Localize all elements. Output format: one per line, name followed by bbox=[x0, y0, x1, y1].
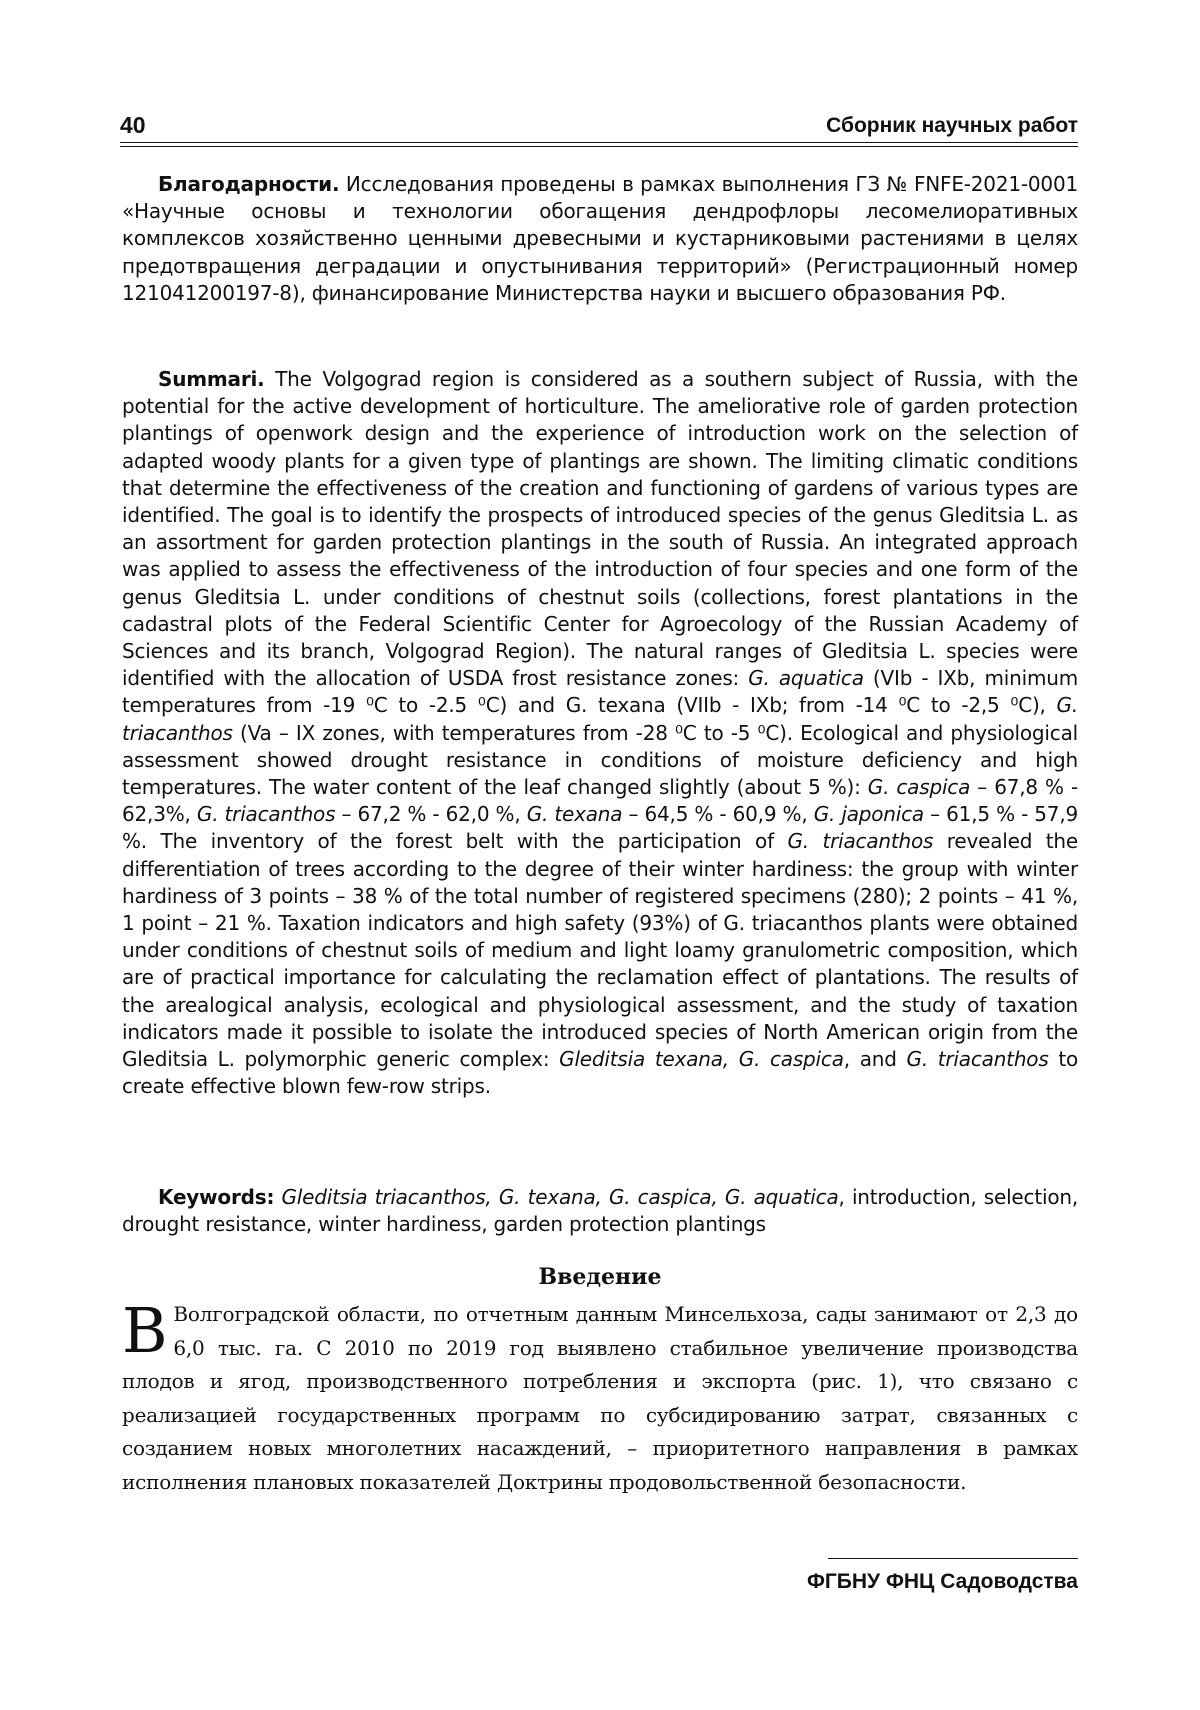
species-texana: G. texana bbox=[526, 802, 623, 827]
drop-cap: В bbox=[122, 1294, 168, 1367]
summary-text-6: – 64,5 % - 60,9 %, bbox=[622, 802, 814, 827]
species-caspica: G. caspica bbox=[867, 775, 971, 800]
summary-text-7: – 61,5 % - 57,9 %. The inventory of the forest belt with the participation of bbox=[122, 802, 1079, 854]
summary-text-4: – 67,8 % - 62,3%, bbox=[122, 775, 1078, 827]
introduction-heading: Введение bbox=[538, 1264, 662, 1290]
footer-publisher: ФГБНУ ФНЦ Садоводства bbox=[806, 1570, 1078, 1593]
species-triacanthos: G. triacanthos bbox=[787, 829, 934, 854]
header-rule-bottom bbox=[120, 146, 1078, 147]
species-japonica: G. japonica bbox=[813, 802, 924, 827]
summary-text-10: to create effective blown few-row strips. bbox=[122, 1047, 1079, 1099]
acknowledgments-label: Благодарности. bbox=[158, 172, 340, 196]
summary-text-9: , and bbox=[843, 1047, 907, 1072]
footer-rule bbox=[828, 1558, 1078, 1559]
species-triacanthos: G. triacanthos bbox=[196, 802, 336, 827]
summary-paragraph bbox=[122, 366, 1078, 1100]
summary-text-1: The Volgograd region is considered as a southern subject of Russia, with the potential for the active development of horticulture. The ameliorative role of garden protection plantings of openwork design and the experience of introduction work on the selection of adapted woody plants for a given type of plantings are shown. The limiting climatic conditions that determine the effectiveness of the creation and functioning of gardens of various types are identified. The goal is to identify the prospects of introduced species of the genus Gleditsia L. as an assortment for garden protection plantings in the south of Russia. An integrated approach was applied to assess the effectiveness of the introduction of four species and one form of the genus Gleditsia L. under conditions of chestnut soils (collections, forest plantations in the cadastral plots of the Federal Scientific Center for Agroecology of the Russian Academy of Sciences and its branch, Volgograd Region). The natural ranges of Gleditsia L. species were identified with the allocation of USDA frost resistance zones: bbox=[122, 367, 1078, 691]
summary-label: Summari. bbox=[158, 367, 265, 391]
species-triacanthos: G. triacanthos bbox=[122, 693, 1078, 745]
species-triacanthos: G. triacanthos bbox=[906, 1047, 1049, 1072]
acknowledgments-paragraph bbox=[122, 171, 1078, 307]
summary-text-8: revealed the differentiation of trees according to the degree of their winter hardiness: the group with winter hardiness of 3 points – 38 % of the total number of registered specimens (280); 2 points – 41 %, 1 point – 21 %. Taxation indicators and high safety (93%) of G. triacanthos plants were obtained under conditions of chestnut soils of medium and light loamy granulometric composition, which are of practical importance for calculating the reclamation effect of plantations. The results of the arealogical analysis, ecological and physiological assessment, and the study of taxation indicators made it possible to isolate the introduced species of North American origin from the Gleditsia L. polymorphic generic complex: bbox=[122, 829, 1078, 1072]
running-header bbox=[120, 112, 1078, 142]
species-aquatica: G. aquatica bbox=[748, 666, 864, 691]
keywords-label: Keywords: bbox=[158, 1185, 275, 1209]
summary-text-5: – 67,2 % - 62,0 %, bbox=[335, 802, 527, 827]
species-list: Gleditsia texana, G. caspica bbox=[559, 1047, 844, 1072]
keywords-text: , introduction, selection, drought resistance, winter hardiness, garden protection plantings bbox=[122, 1185, 1078, 1237]
summary-text-3: (Va – IX zones, with temperatures from -28 ⁰C to -5 ⁰C). Ecological and physiological assessment showed drought resistance in conditions of moisture deficiency and high temperatures. The water content of the leaf changed slightly (about 5 %): bbox=[122, 720, 1078, 800]
introduction-paragraph bbox=[122, 1294, 1078, 1500]
summary-text-2: (VIb - IXb, minimum temperatures from -19 ⁰C to -2.5 ⁰C) and G. texana (VIIb - IXb; from -14 ⁰C to -2,5 ⁰C), bbox=[122, 666, 1078, 718]
keywords-species: Gleditsia triacanthos, G. texana, G. caspica, G. aquatica bbox=[274, 1185, 839, 1209]
keywords-paragraph bbox=[122, 1184, 1078, 1238]
journal-title: Сборник научных работ bbox=[826, 114, 1078, 137]
acknowledgments-text: Исследования проведены в рамках выполнения ГЗ № FNFE-2021-0001 «Научные основы и технологии обогащения дендрофлоры лесомелиоративных комплексов хозяйственно ценными древесными и кустарниковыми растениями в целях предотвращения деградации и опустынивания территорий» (Регистрационный номер 121041200197-8), финансирование Министерства науки и высшего образования РФ. bbox=[122, 172, 1078, 305]
page-number: 40 bbox=[120, 112, 146, 138]
introduction-text: Волгоградской области, по отчетным данным Минсельхоза, сады занимают от 2,3 до 6,0 тыс. га. С 2010 по 2019 год выявлено стабильное увеличение производства плодов и ягод, производственного потребления и экспорта (рис. 1), что связано с реализацией государственных программ по субсидированию затрат, связанных с созданием новых многолетних насаждений, – приоритетного направления в рамках исполнения плановых показателей Доктрины продовольственной безопасности. bbox=[122, 1302, 1078, 1494]
header-rule-top bbox=[120, 142, 1078, 143]
